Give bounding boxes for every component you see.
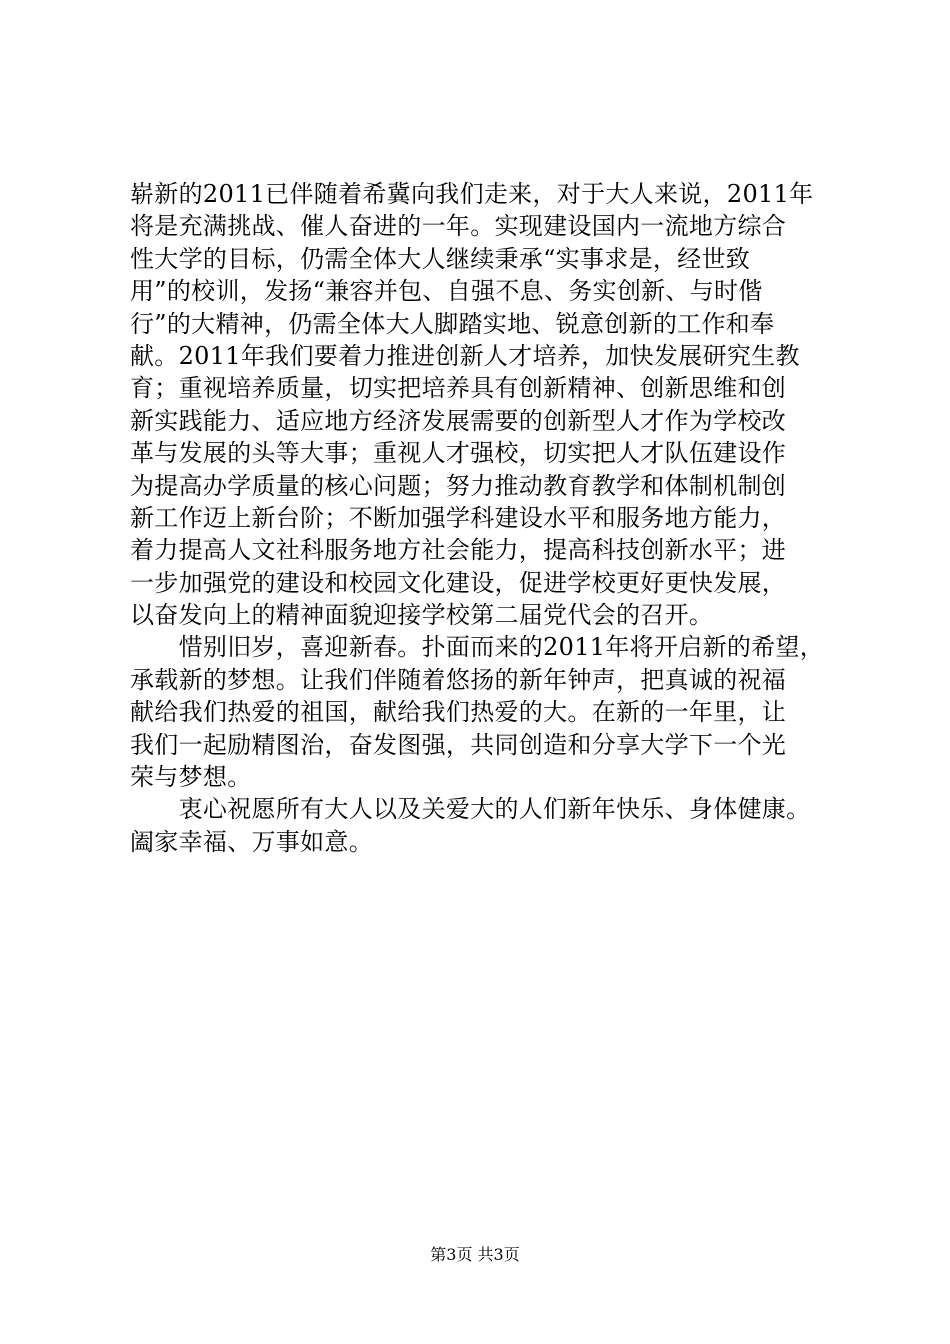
text-line: 献。2011年我们要着力推进创新人才培养，加快发展研究生教 xyxy=(130,341,800,370)
text-line: 荣与梦想。 xyxy=(130,763,252,792)
text-line: 惜别旧岁，喜迎新春。扑面而来的2011年将开启新的希望， xyxy=(130,633,825,662)
text-line: 阖家幸福、万事如意。 xyxy=(130,827,373,856)
text-line: 革与发展的头等大事；重视人才强校，切实把人才队伍建设作 xyxy=(130,439,787,468)
text-line: 一步加强党的建设和校园文化建设，促进学校更好更快发展， xyxy=(130,568,787,597)
text-line: 行”的大精神，仍需全体大人脚踏实地、锐意创新的工作和奉 xyxy=(130,309,775,338)
text-line: 新工作迈上新台阶；不断加强学科建设水平和服务地方能力， xyxy=(130,503,787,532)
body-text xyxy=(130,178,850,858)
text-line: 用”的校训，发扬“兼容并包、自强不息、务实创新、与时偕 xyxy=(130,277,763,306)
text-line: 为提高办学质量的核心问题；努力推动教育教学和体制机制创 xyxy=(130,471,787,500)
text-line: 将是充满挑战、催人奋进的一年。实现建设国内一流地方综合 xyxy=(130,212,787,241)
text-line: 崭新的2011已伴随着希冀向我们走来，对于大人来说，2011年 xyxy=(130,180,814,208)
text-line: 新实践能力、适应地方经济发展需要的创新型人才作为学校改 xyxy=(130,406,787,435)
page-footer: 第3页 共3页 xyxy=(430,1245,520,1264)
text-line: 献给我们热爱的祖国，献给我们热爱的大。在新的一年里，让 xyxy=(130,698,787,727)
text-line: 衷心祝愿所有大人以及关爱大的人们新年快乐、身体健康。 xyxy=(130,795,811,824)
text-line: 以奋发向上的精神面貌迎接学校第二届党代会的召开。 xyxy=(130,601,714,630)
text-line: 我们一起励精图治，奋发图强，共同创造和分享大学下一个光 xyxy=(130,730,787,759)
text-line: 育；重视培养质量，切实把培养具有创新精神、创新思维和创 xyxy=(130,374,787,403)
text-line: 性大学的目标，仍需全体大人继续秉承“实事求是，经世致 xyxy=(130,244,751,273)
text-line: 着力提高人文社科服务地方社会能力，提高科技创新水平；进 xyxy=(130,536,787,565)
text-line: 承载新的梦想。让我们伴随着悠扬的新年钟声，把真诚的祝福 xyxy=(130,665,787,694)
